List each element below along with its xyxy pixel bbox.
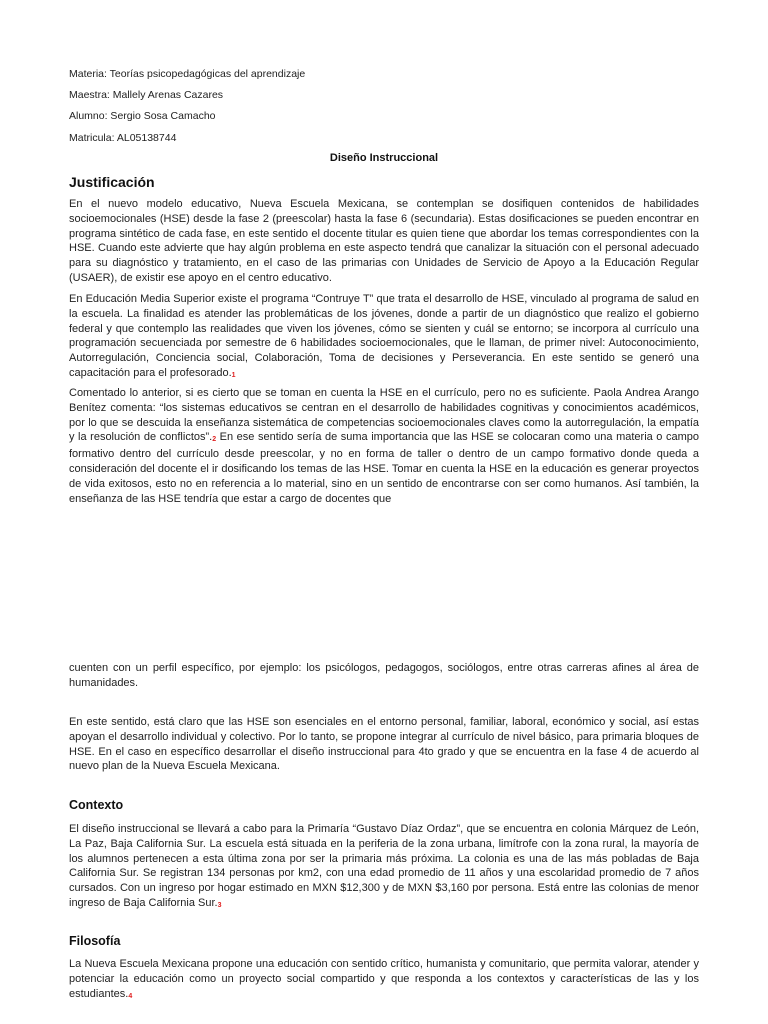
paragraph-justificacion-2 xyxy=(69,292,699,383)
footnote-marker: 1 xyxy=(231,371,236,379)
paragraph-justificacion-1: En el nuevo modelo educativo, Nueva Escuela Mexicana, se contemplan se dosifiquen contenidos de habilidades socioemocionales (HSE) desde la fase 2 (preescolar) hasta la fase 6 (secundaria). Estas dosificaciones se pueden encontrar en programa sintético de cada fase, en este sentido el docente titular es quien tiene que abordar los temas correspondientes con la HSE. Cuando este advierte que hay algún problema en este aspecto tendrá que canalizar la situación con el personal adecuado para su diagnóstico y tratamiento, en el caso de las primarias con Unidades de Servicio de Apoyo a la Educación Regular (USAER), de existir ese apoyo en el centro educativo. xyxy=(69,198,699,284)
teacher-line: Maestra: Mallely Arenas Cazares xyxy=(69,89,224,101)
footnote-marker: 2 xyxy=(212,436,217,444)
paragraph-justificacion-3-continued: cuenten con un perfil específico, por ejemplo: los psicólogos, pedagogos, sociólogos, entre otras carreras afines al área de humanidades. xyxy=(69,662,699,689)
heading-filosofia: Filosofía xyxy=(69,934,121,948)
paragraph-justificacion-4: En este sentido, está claro que las HSE son esenciales en el entorno personal, familiar, laboral, económico y social, así estas apoyan el desarrollo individual y colectivo. Por lo tanto, se propone integrar al currículo de nivel básico, para primaria bloques de HSE. En el caso en específico desarrollar el diseño instruccional para 4to grado y que se encuentra en la fase 4 de acuerdo al nuevo plan de la Nueva Escuela Mexicana. xyxy=(69,716,699,773)
paragraph-text: La Nueva Escuela Mexicana propone una educación con sentido crítico, humanista y comunitario, que permita valorar, atender y potenciar la educación como un proyecto social compartido y que responda a los contextos y características de las y los estudiantes. xyxy=(69,958,699,1000)
heading-justificacion: Justificación xyxy=(69,174,155,190)
heading-contexto: Contexto xyxy=(69,798,124,812)
paragraph-contexto xyxy=(69,822,699,913)
footnote-marker: 3 xyxy=(217,901,222,909)
paragraph-text-continued: En ese sentido sería de suma importancia que las HSE se colocaran como una materia o campo formativo dentro del currículo desde preescolar, y no en forma de taller o dentro de un campo formativo donde queda a consideración del docente el ir dosificando los temas de las HSE. Tomar en cuenta la HSE en la educación es generar proyectos de vida exitosos, esto no en referencia a lo material, sino en un sentido de encontrarse con ser como humanos. Así también, la enseñanza de las HSE tendría que estar a cargo de docentes que xyxy=(69,431,699,505)
enrollment-line: Matricula: AL05138744 xyxy=(69,132,177,144)
paragraph-filosofia xyxy=(69,957,699,1003)
student-line: Alumno: Sergio Sosa Camacho xyxy=(69,110,216,122)
paragraph-text: El diseño instruccional se llevará a cabo para la Primaría “Gustavo Díaz Ordaz”, que se encuentra en colonia Márquez de León, La Paz, Baja California Sur. La escuela está situada en la periferia de la zona urbana, limítrofe con la zona rural, la mayoría de los alumnos pertenecen a esta última zona por ser la primaria más próxima. La colonia es una de las más pobladas de Baja California Sur. Se registran 134 personas por km2, con una edad promedio de 11 años y una escolaridad promedio de 7 años cursados. Con un ingreso por hogar estimado en MXN $12,300 y de MXN $3,160 por persona. Está entre las colonias de menor ingreso de Baja California Sur. xyxy=(69,823,699,909)
footnote-marker: 4 xyxy=(128,992,133,1000)
document-title: Diseño Instruccional xyxy=(329,152,439,164)
paragraph-text: Comentado lo anterior, si es cierto que se toman en cuenta la HSE en el currículo, pero no es suficiente. Paola Andrea Arango Benítez comenta: “los sistemas educativos se centran en el desarrollo de habilidades cognitivas y conocimientos académicos, por lo que se descuida la enseñanza sistemática de competencias socioemocionales claves como la autorregulación, la empatía y la resolución de conflictos”. xyxy=(69,387,699,444)
subject-line: Materia: Teorías psicopedagógicas del aprendizaje xyxy=(69,68,306,80)
paragraph-text: En Educación Media Superior existe el programa “Contruye T” que trata el desarrollo de HSE, vinculado al programa de salud en la escuela. La finalidad es atender las problemáticas de los jóvenes, donde a partir de un diagnóstico que realizo el gobierno federal y que contemplo las realidades que viven los jóvenes, cómo se sienten y cuál se entorno; se incorpora al currículo una programación secuenciada por semestre de 6 habilidades socioemocionales, que le llaman, de primer nivel: Autoconocimiento, Autorregulación, Conciencia social, Colaboración, Toma de decisiones y Perseverancia. En este sentido se generó una capacitación para el profesorado. xyxy=(69,293,699,379)
paragraph-justificacion-3 xyxy=(69,386,699,506)
